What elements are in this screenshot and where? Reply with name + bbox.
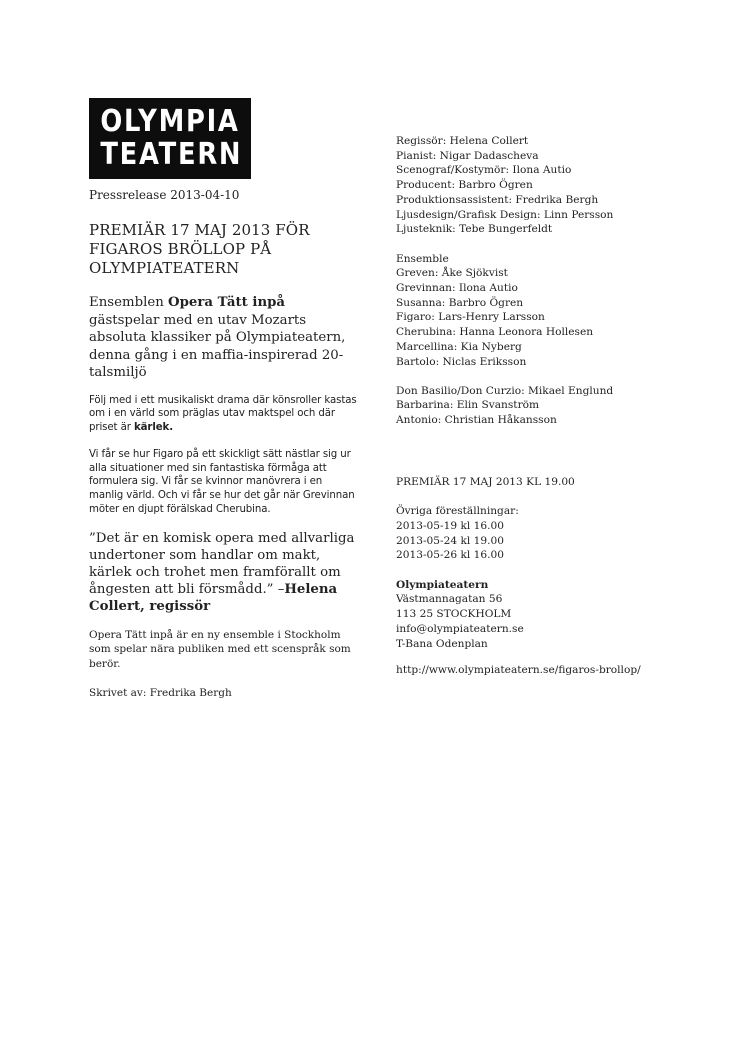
logo-line-1: OLYMPIA xyxy=(100,104,240,139)
ensemble-description: Opera Tätt inpå är en ny ensemble i Stockholm som spelar nära publiken med ett scenspråk som berör. xyxy=(89,628,351,670)
production-url-link[interactable]: http://www.olympiateatern.se/figaros-brollop/ xyxy=(396,664,641,677)
ensemble-member: Grevinnan: Ilona Autio xyxy=(396,282,518,295)
spacer xyxy=(396,428,741,475)
venue-address-line: Västmannagatan 56 xyxy=(396,593,503,606)
crew-item: Regissör: Helena Collert xyxy=(396,135,529,147)
body-paragraph-1-bold: kärlek. xyxy=(133,422,173,434)
director-quote xyxy=(89,530,359,615)
press-release-main-column xyxy=(89,188,359,701)
body-paragraph-1 xyxy=(89,394,359,435)
performances-list xyxy=(396,504,741,563)
venue-email[interactable]: info@olympiateatern.se xyxy=(396,622,524,635)
ensemble-member: Bartolo: Niclas Eriksson xyxy=(396,355,527,368)
ensemble-member: Susanna: Barbro Ögren xyxy=(396,296,524,309)
crew-list xyxy=(396,134,741,237)
press-release-headline: PREMIÄR 17 MAJ 2013 FÖR FIGAROS BRÖLLOP PÅ OLYMPIATEATERN xyxy=(89,221,310,277)
venue-transit: T-Bana Odenplan xyxy=(396,637,488,650)
venue-name: Olympiateatern xyxy=(396,578,489,591)
crew-item: Pianist: Nigar Dadascheva xyxy=(396,149,539,162)
performances-heading: Övriga föreställningar: xyxy=(396,505,519,518)
performance-date: 2013-05-26 kl 16.00 xyxy=(396,549,504,562)
lead-ensemble-name: Opera Tätt inpå xyxy=(168,295,286,310)
venue-block xyxy=(396,578,741,652)
performance-date: 2013-05-24 kl 19.00 xyxy=(396,534,504,547)
premiere-line: PREMIÄR 17 MAJ 2013 KL 19.00 xyxy=(396,475,575,488)
lead-text-after: gästspelar med en utav Mozarts absoluta klassiker på Olympiateatern, denna gång i en maffia-inspirerad 20-talsmiljö xyxy=(89,312,346,380)
crew-item: Produktionsassistent: Fredrika Bergh xyxy=(396,193,599,206)
ensemble-member: Cherubina: Hanna Leonora Hollesen xyxy=(396,326,594,339)
spacer xyxy=(396,651,741,663)
ensemble-extra-member: Antonio: Christian Håkansson xyxy=(396,414,557,427)
ensemble-list xyxy=(396,252,741,370)
author-line: Skrivet av: Fredrika Bergh xyxy=(89,687,232,700)
venue-address-line: 113 25 STOCKHOLM xyxy=(396,608,512,621)
ensemble-heading: Ensemble xyxy=(396,252,449,265)
ensemble-member: Greven: Åke Sjökvist xyxy=(396,267,508,280)
performance-date: 2013-05-19 kl 16.00 xyxy=(396,519,504,532)
quote-credit: Helena Collert, regissör xyxy=(89,581,338,614)
crew-item: Scenograf/Kostymör: Ilona Autio xyxy=(396,164,572,177)
crew-item: Ljusteknik: Tebe Bungerfeldt xyxy=(396,223,553,236)
logo-line-2: TEATERN xyxy=(100,137,243,172)
body-paragraph-2: Vi får se hur Figaro på ett skickligt sätt nästlar sig ur alla situationer med sin fantastiska förmåga att formulera sig. Vi får se kvinnor manövrera i en manlig värld. Och vi får se hur det går när Grevinnan möter en djupt förälskad Cherubina. xyxy=(89,448,355,516)
quote-text: ”Det är en komisk opera med allvarliga undertoner som handlar om makt, kärlek och trohet men framförallt om ångesten att bli försmådd.” – xyxy=(89,530,355,597)
ensemble-member: Figaro: Lars-Henry Larsson xyxy=(396,311,545,324)
crew-item: Producent: Barbro Ögren xyxy=(396,179,533,192)
spacer xyxy=(396,563,741,578)
production-info-column xyxy=(396,134,741,678)
spacer xyxy=(396,490,741,505)
lead-text-before: Ensemblen xyxy=(89,295,168,310)
crew-item: Ljusdesign/Grafisk Design: Linn Persson xyxy=(396,208,614,221)
ensemble-member: Marcellina: Kia Nyberg xyxy=(396,340,522,353)
ensemble-extra-member: Barbarina: Elin Svanström xyxy=(396,399,540,412)
press-release-date: Pressrelease 2013-04-10 xyxy=(89,188,240,202)
ensemble-extra-member: Don Basilio/Don Curzio: Mikael Englund xyxy=(396,384,614,397)
lead-paragraph xyxy=(89,294,359,382)
body-paragraph-1-text: Följ med i ett musikaliskt drama där könsroller kastas om i en värld som präglas utav maktspel och där priset är xyxy=(89,394,357,434)
ensemble-extra-list xyxy=(396,384,741,428)
spacer xyxy=(396,369,741,384)
olympia-teatern-logo xyxy=(89,98,251,179)
spacer xyxy=(396,237,741,252)
